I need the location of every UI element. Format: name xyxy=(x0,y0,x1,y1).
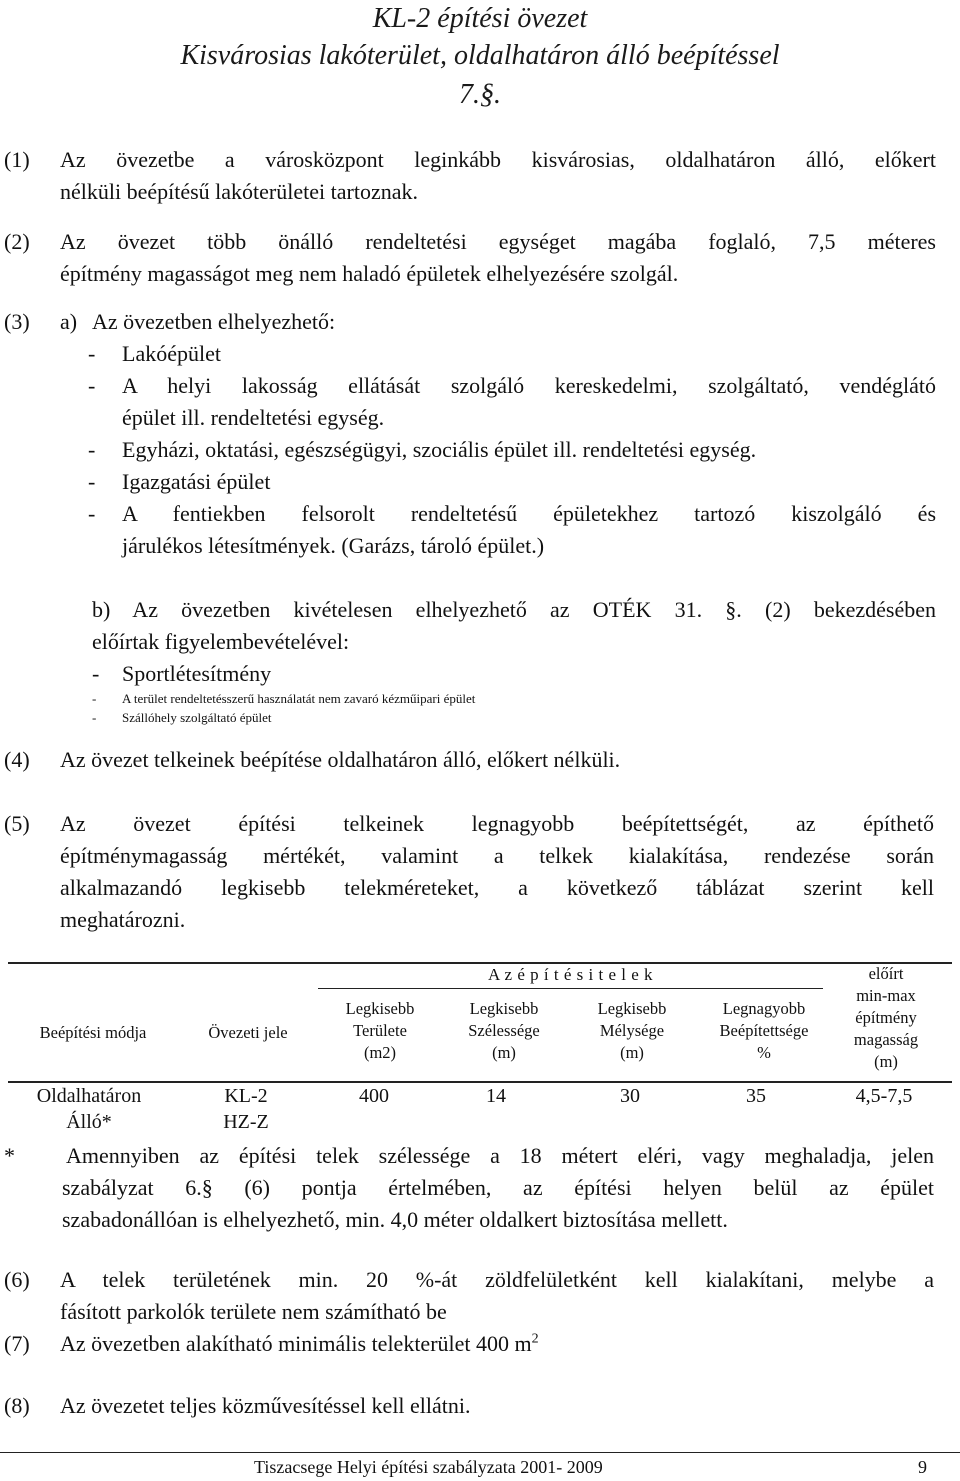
table-group-header: A z é p í t é s i t e l e k xyxy=(487,965,654,984)
para-7 xyxy=(60,1328,539,1360)
para-2 xyxy=(60,226,936,290)
cell-area: 400 xyxy=(359,1085,389,1107)
col-header-depth-line: Legkisebb xyxy=(597,999,667,1018)
list-dash: - xyxy=(88,437,96,462)
para-6-line: fásított parkolók területe nem számítható be xyxy=(60,1299,447,1324)
para-8: Az övezetet teljes közművesítéssel kell ellátni. xyxy=(60,1393,471,1418)
list-item-line: A helyi lakosság ellátását szolgáló kereskedelmi, szolgáltató, vendéglátó xyxy=(122,373,936,398)
col-header-depth-line: Mélysége xyxy=(599,1021,665,1040)
list-dash: - xyxy=(92,710,97,725)
para-5-number: (5) xyxy=(4,811,30,836)
col-header-width xyxy=(442,998,566,1064)
zone-subtitle: Kisvárosias lakóterület, oldalhatáron álló beépítéssel xyxy=(180,40,780,71)
list-item: Sportlétesítmény xyxy=(122,661,272,686)
para-1-number: (1) xyxy=(4,147,30,172)
list-item: Igazgatási épület xyxy=(122,469,271,494)
para-6-number: (6) xyxy=(4,1267,30,1292)
footnote-line: Amennyiben az építési telek szélessége a 18 métert eléri, vagy meghaladja, jelen xyxy=(66,1143,934,1168)
col-header-zone: Övezeti jele xyxy=(208,1023,288,1042)
para-5-line: Az övezet építési telkeinek legnagyobb beépítettségét, az építhető xyxy=(60,811,934,836)
para-3-b xyxy=(92,594,936,658)
list-item xyxy=(122,370,936,434)
list-item: Lakóépület xyxy=(122,341,221,366)
page-number: 9 xyxy=(918,1457,927,1477)
para-2-number: (2) xyxy=(4,229,30,254)
para-2-line: építmény magasságot meg nem haladó épületek elhelyezésére szolgál. xyxy=(60,261,679,286)
superscript: 2 xyxy=(531,1331,539,1347)
para-1 xyxy=(60,144,936,208)
list-item: Egyházi, oktatási, egészségügyi, szociális épület ill. rendeltetési egység. xyxy=(122,437,757,462)
list-item-line: A fentiekben felsorolt rendeltetésű épületekhez tartozó kiszolgáló és xyxy=(122,501,936,526)
cell-mode: Oldalhatáron xyxy=(36,1085,142,1107)
cell-mode: Álló* xyxy=(66,1111,112,1133)
para-5-line: alkalmazandó legkisebb telekméreteket, a következő táblázat szerint kell xyxy=(60,875,934,900)
footer-rule xyxy=(0,1452,960,1453)
col-header-area-line: (m2) xyxy=(363,1043,397,1062)
list-dash: - xyxy=(88,373,96,398)
cell-depth: 30 xyxy=(620,1085,640,1107)
para-7-text: Az övezetben alakítható minimális telekterület 400 m xyxy=(60,1331,532,1356)
col-header-width-line: Szélessége xyxy=(468,1021,540,1040)
col-header-width-line: Legkisebb xyxy=(469,999,539,1018)
section-number: 7.§. xyxy=(459,79,501,110)
list-item xyxy=(122,498,936,562)
col-header-height-line: előírt xyxy=(868,964,904,983)
col-header-cover xyxy=(698,998,830,1064)
cell-zone: HZ-Z xyxy=(223,1111,269,1133)
para-1-line: nélküli beépítésű lakóterületei tartoznak. xyxy=(60,179,418,204)
para-5-line: építménymagasság mértékét, valamint a telkek kialakítása, rendezése során xyxy=(60,843,934,868)
col-header-area xyxy=(318,998,442,1064)
para-1-line: Az övezetbe a városközpont leginkább kisvárosias, oldalhatáron álló, előkert xyxy=(60,147,936,172)
list-item-small: A terület rendeltetésszerű használatát nem zavaró kézműipari épület xyxy=(122,691,476,706)
list-item-line: járulékos létesítmények. (Garázs, tároló épület.) xyxy=(122,533,545,558)
cell-width: 14 xyxy=(486,1085,506,1107)
para-3-b-line: b) Az övezetben kivételesen elhelyezhető az OTÉK 31. §. (2) bekezdésében xyxy=(92,597,936,622)
list-dash: - xyxy=(88,469,96,494)
list-dash: - xyxy=(88,341,96,366)
col-header-cover-line: Beépítettsége xyxy=(719,1021,809,1040)
footnote-line: szabályzat 6.§ (6) pontja értelmében, az építési helyen belül az épület xyxy=(62,1175,934,1200)
cell-height: 4,5-7,5 xyxy=(855,1085,913,1107)
col-header-mode: Beépítési módja xyxy=(39,1023,147,1042)
list-item-line: épület ill. rendeltetési egység. xyxy=(122,405,385,430)
col-header-height-line: magasság xyxy=(853,1030,919,1049)
para-8-number: (8) xyxy=(4,1393,30,1418)
list-dash: - xyxy=(92,691,97,706)
para-3-a-title: Az övezetben elhelyezhető: xyxy=(92,309,336,334)
col-header-area-line: Legkisebb xyxy=(345,999,415,1018)
col-header-cover-line: % xyxy=(757,1043,771,1062)
footer-text: Tiszacsege Helyi építési szabályzata 2001- 2009 xyxy=(254,1457,603,1477)
col-header-depth xyxy=(570,998,694,1064)
col-header-area-line: Területe xyxy=(353,1021,407,1040)
para-3-number: (3) xyxy=(4,309,30,334)
para-6 xyxy=(60,1264,934,1328)
col-header-height-line: (m) xyxy=(874,1052,898,1071)
list-dash: - xyxy=(92,661,100,686)
col-header-cover-line: Legnagyobb xyxy=(722,999,806,1018)
para-6-line: A telek területének min. 20 %-át zöldfelületként kell kialakítani, melybe a xyxy=(60,1267,934,1292)
list-dash: - xyxy=(88,501,96,526)
footnote xyxy=(62,1140,934,1236)
col-header-height-line: építmény xyxy=(855,1008,917,1027)
col-header-height-line: min-max xyxy=(856,986,916,1005)
para-7-number: (7) xyxy=(4,1331,30,1356)
para-5-line: meghatározni. xyxy=(60,907,186,932)
para-3-b-line: előírtak figyelembevételével: xyxy=(92,629,350,654)
cell-cover: 35 xyxy=(746,1085,766,1107)
zone-title: KL-2 építési övezet xyxy=(372,3,588,34)
col-header-depth-line: (m) xyxy=(620,1043,644,1062)
para-2-line: Az övezet több önálló rendeltetési egységet magába foglaló, 7,5 méteres xyxy=(60,229,936,254)
para-4-number: (4) xyxy=(4,747,30,772)
para-4: Az övezet telkeinek beépítése oldalhatáron álló, előkert nélküli. xyxy=(60,747,621,772)
footnote-line: szabadonállóan is elhelyezhető, min. 4,0 méter oldalkert biztosítása mellett. xyxy=(62,1207,728,1232)
table-rule-group xyxy=(318,988,823,989)
col-header-width-line: (m) xyxy=(492,1043,516,1062)
col-header-height xyxy=(818,963,954,1073)
footnote-marker: * xyxy=(4,1143,15,1168)
para-3-a-label: a) xyxy=(60,309,78,334)
list-item-small: Szállóhely szolgáltató épület xyxy=(122,710,272,725)
cell-zone: KL-2 xyxy=(224,1085,268,1107)
para-5 xyxy=(60,808,934,936)
